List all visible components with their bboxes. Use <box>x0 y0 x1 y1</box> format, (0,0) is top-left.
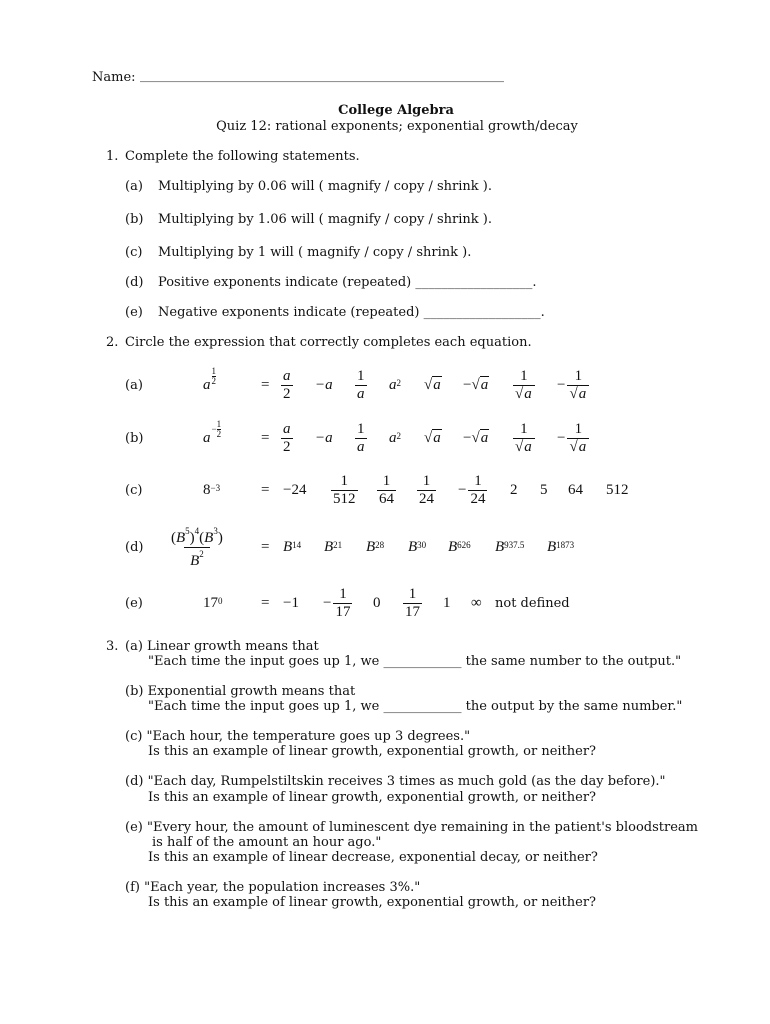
q2e-opt-neg-1[interactable]: −1 <box>283 594 299 611</box>
q1a-text: Multiplying by 0.06 will ( magnify / copy / shrink ). <box>158 179 492 194</box>
q3e-line1b: is half of the amount an hour ago." <box>152 835 382 850</box>
q2-prompt: Circle the expression that correctly completes each equation. <box>125 335 532 350</box>
q3-number: 3. <box>106 639 119 654</box>
q2e-opt-1-over-17[interactable]: $\frac{1}{17}$ <box>405 585 420 620</box>
q2a-opt-1-over-a[interactable]: $\frac{1}{a}$ <box>357 367 365 402</box>
q2c-opt-1-over-24[interactable]: $\frac{1}{24}$ <box>419 472 434 507</box>
q3c-line2: Is this an example of linear growth, exponential growth, or neither? <box>148 744 597 759</box>
q2c-opt-1-over-64[interactable]: $\frac{1}{64}$ <box>379 472 394 507</box>
q2c-row <box>0 465 770 515</box>
q2b-lhs: a − $\frac{1}{2}$ <box>203 418 222 446</box>
q1b-label: (b) <box>125 212 144 227</box>
q3e-line1: (e) "Every hour, the amount of luminescent dye remaining in the patient's bloodstream <box>125 820 698 835</box>
q1d-label: (d) <box>125 275 144 290</box>
q2b-opt-sqrt-a[interactable]: √ a <box>424 429 441 446</box>
q2b-row <box>0 413 770 463</box>
q3a-line1: (a) Linear growth means that <box>125 639 319 654</box>
q2-number: 2. <box>106 335 119 350</box>
q3f-line2: Is this an example of linear growth, exponential growth, or neither? <box>148 895 597 910</box>
q1-number: 1. <box>106 149 119 164</box>
q1-prompt: Complete the following statements. <box>125 149 360 164</box>
q1b-text: Multiplying by 1.06 will ( magnify / copy / shrink ). <box>158 212 492 227</box>
q2d-opt-b21[interactable]: B $^{21}$ <box>324 538 343 555</box>
q2a-equals: = <box>261 376 270 393</box>
q2e-opt-not-defined[interactable]: not defined <box>495 595 570 611</box>
q3f-line1: (f) "Each year, the population increases 3%." <box>125 880 421 895</box>
q2c-opt-neg-1-over-24[interactable]: − $\frac{1}{24}$ <box>458 472 486 507</box>
q2e-row <box>0 578 770 628</box>
q2e-opt-1[interactable]: 1 <box>443 594 451 611</box>
q2e-opt-infinity[interactable]: ∞ <box>471 594 482 611</box>
quiz-title: Quiz 12: rational exponents; exponential growth/decay <box>216 119 578 134</box>
q2d-opt-b28[interactable]: B $^{28}$ <box>366 538 385 555</box>
q2a-opt-neg-a[interactable]: −a <box>315 376 333 393</box>
q2d-lhs: $\frac{(B^5)^4(B^3)}{B^2}$ <box>171 525 223 569</box>
q3b-line1: (b) Exponential growth means that <box>125 684 356 699</box>
q2c-equals: = <box>261 481 270 498</box>
q2b-opt-1-over-a[interactable]: $\frac{1}{a}$ <box>357 420 365 455</box>
q2e-opt-neg-1-over-17[interactable]: − $\frac{1}{17}$ <box>323 585 351 620</box>
q2a-row <box>0 360 770 410</box>
q2d-opt-b937[interactable]: B $^{937.5}$ <box>495 538 525 555</box>
q2d-row <box>0 521 770 573</box>
q2e-lhs: 17 $^0$ <box>203 594 223 611</box>
q2c-opt-512[interactable]: 512 <box>606 481 629 498</box>
q2b-opt-1-over-sqrt-a[interactable]: $\frac{1}{√a}$ <box>513 413 535 463</box>
q2e-label: (e) <box>125 595 143 611</box>
q1c-text: Multiplying by 1 will ( magnify / copy / shrink ). <box>158 245 472 260</box>
q1e-text: Negative exponents indicate (repeated) __________________. <box>158 305 545 320</box>
q2e-equals: = <box>261 594 270 611</box>
q2d-label: (d) <box>125 539 144 555</box>
q2d-opt-b30[interactable]: B $^{30}$ <box>408 538 427 555</box>
q2a-opt-a-over-2[interactable]: $\frac{a}{2}$ <box>283 367 291 402</box>
q2a-opt-sqrt-a[interactable]: √ a <box>424 376 441 393</box>
q2b-opt-neg-sqrt-a[interactable]: − √ a <box>463 429 489 446</box>
q3e-line2: Is this an example of linear decrease, exponential decay, or neither? <box>148 850 598 865</box>
q1a-label: (a) <box>125 179 143 194</box>
q2a-opt-a-squared[interactable]: a $^2$ <box>389 376 401 393</box>
q2c-opt-64[interactable]: 64 <box>568 481 583 498</box>
q2b-opt-a-over-2[interactable]: $\frac{a}{2}$ <box>283 420 291 455</box>
q3a-line2: "Each time the input goes up 1, we ____________ the same number to the output." <box>148 654 682 669</box>
q2d-equals: = <box>261 538 270 555</box>
q2c-opt-1-over-512[interactable]: $\frac{1}{512}$ <box>333 472 356 507</box>
q2c-opt-5[interactable]: 5 <box>540 481 548 498</box>
q2a-opt-neg-sqrt-a[interactable]: − √ a <box>463 376 489 393</box>
q2b-opt-neg-1-over-sqrt-a[interactable]: − $\frac{1}{√a}$ <box>557 413 589 463</box>
q2b-equals: = <box>261 429 270 446</box>
q2b-label: (b) <box>125 430 144 446</box>
q2a-opt-1-over-sqrt-a[interactable]: $\frac{1}{√a}$ <box>513 360 535 410</box>
q2a-opt-neg-1-over-sqrt-a[interactable]: − $\frac{1}{√a}$ <box>557 360 589 410</box>
name-field[interactable]: ________________________________________________________ <box>140 68 504 83</box>
q1c-label: (c) <box>125 245 143 260</box>
q2d-opt-b626[interactable]: B $^{626}$ <box>448 538 471 555</box>
q3d-line1: (d) "Each day, Rumpelstiltskin receives 3 times as much gold (as the day before)." <box>125 774 666 789</box>
q2c-opt-neg-24[interactable]: −24 <box>283 481 307 498</box>
q2c-label: (c) <box>125 482 143 498</box>
q2b-opt-a-squared[interactable]: a $^2$ <box>389 429 401 446</box>
q1e-label: (e) <box>125 305 143 320</box>
q2d-opt-b1873[interactable]: B $^{1873}$ <box>547 538 575 555</box>
q2c-opt-2[interactable]: 2 <box>510 481 518 498</box>
q1d-text: Positive exponents indicate (repeated) __________________. <box>158 275 537 290</box>
q2a-label: (a) <box>125 377 143 393</box>
q2a-lhs: a 1 2 <box>203 365 216 393</box>
course-title: College Algebra <box>338 103 454 118</box>
q2b-opt-neg-a[interactable]: −a <box>315 429 333 446</box>
q2d-opt-b14[interactable]: B $^{14}$ <box>283 538 302 555</box>
name-label: Name: <box>92 70 136 85</box>
q2c-lhs: 8 $^{-3}$ <box>203 481 221 498</box>
q2e-opt-0[interactable]: 0 <box>373 594 381 611</box>
q3d-line2: Is this an example of linear growth, exponential growth, or neither? <box>148 790 597 805</box>
q3c-line1: (c) "Each hour, the temperature goes up 3 degrees." <box>125 729 471 744</box>
q3b-line2: "Each time the input goes up 1, we ____________ the output by the same number." <box>148 699 683 714</box>
